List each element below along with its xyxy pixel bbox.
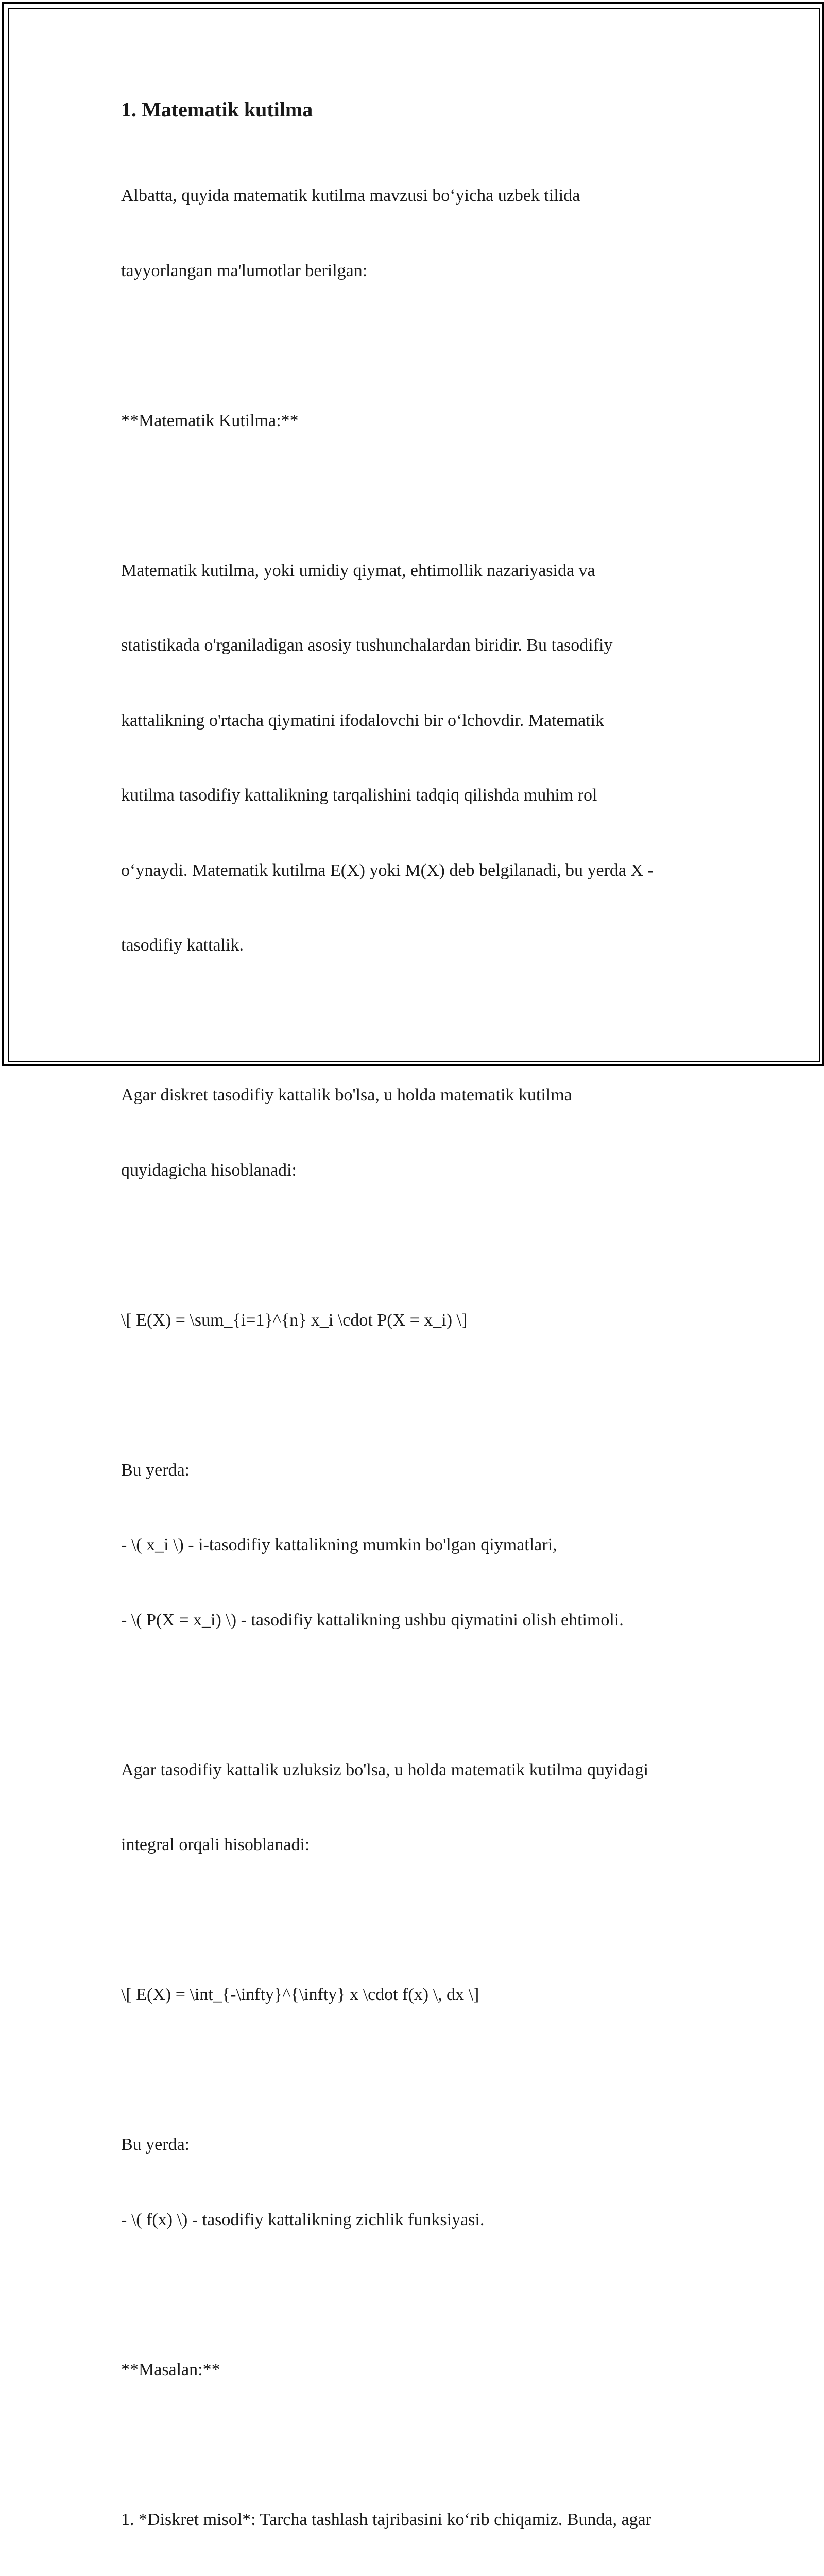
- paragraph-definition: [121, 509, 703, 1008]
- paragraph-heading-masalan: [121, 2308, 703, 2433]
- paragraph-continuous-where: [121, 2082, 703, 2282]
- text-line: kutilma tasodifiy kattalikning tarqalishini tadqiq qilishda muhim rol: [121, 783, 703, 808]
- text-line: tayyorlangan ma'lumotlar berilgan:: [121, 259, 703, 284]
- document-body: [121, 95, 703, 2576]
- text-line: kattalikning o'rtacha qiymatini ifodalovchi bir o‘lchovdir. Matematik: [121, 708, 703, 734]
- section-title: 1. Matematik kutilma: [121, 95, 703, 124]
- paragraph-discrete-where: [121, 1408, 703, 1683]
- text-line: tasodifiy kattalik.: [121, 933, 703, 958]
- text-line: statistikada o'rganiladigan asosiy tushunchalardan biridir. Bu tasodifiy: [121, 633, 703, 658]
- text-line: **Masalan:**: [121, 2358, 703, 2383]
- paragraph-heading-matematik-kutilma: [121, 359, 703, 484]
- text-line: \[ E(X) = \int_{-\infty}^{\infty} x \cdot f(x) \, dx \]: [121, 1982, 703, 2008]
- text-line: 1. *Diskret misol*: Tarcha tashlash tajribasini ko‘rib chiqamiz. Bunda, agar: [121, 2507, 703, 2533]
- text-line: Bu yerda:: [121, 2132, 703, 2158]
- text-line: Agar diskret tasodifiy kattalik bo'lsa, u holda matematik kutilma: [121, 1083, 703, 1108]
- text-line: Matematik kutilma, yoki umidiy qiymat, ehtimollik nazariyasida va: [121, 558, 703, 584]
- text-line: o‘ynaydi. Matematik kutilma E(X) yoki M(X) deb belgilanadi, bu yerda X -: [121, 858, 703, 884]
- text-line: \[ E(X) = \sum_{i=1}^{n} x_i \cdot P(X = x_i) \]: [121, 1308, 703, 1333]
- text-line: Bu yerda:: [121, 1458, 703, 1483]
- text-line: integral orqali hisoblanadi:: [121, 1833, 703, 1858]
- paragraph-discrete-intro: [121, 1033, 703, 1233]
- paragraph-continuous-intro: [121, 1708, 703, 1908]
- text-line: quyidagicha hisoblanadi:: [121, 1158, 703, 1183]
- paragraph-intro: [121, 133, 703, 333]
- formula-discrete: [121, 1258, 703, 1383]
- list-item: - \( f(x) \) - tasodifiy kattalikning zichlik funksiyasi.: [121, 2208, 703, 2233]
- text-line: Albatta, quyida matematik kutilma mavzusi bo‘yicha uzbek tilida: [121, 183, 703, 209]
- text-line: Agar tasodifiy kattalik uzluksiz bo'lsa, u holda matematik kutilma quyidagi: [121, 1758, 703, 1783]
- paragraph-example-discrete: [121, 2458, 703, 2576]
- list-item: - \( x_i \) - i-tasodifiy kattalikning mumkin bo'lgan qiymatlari,: [121, 1533, 703, 1558]
- text-line: **Matematik Kutilma:**: [121, 409, 703, 434]
- list-item: - \( P(X = x_i) \) - tasodifiy kattalikning ushbu qiymatini olish ehtimoli.: [121, 1608, 703, 1633]
- formula-continuous: [121, 1933, 703, 2058]
